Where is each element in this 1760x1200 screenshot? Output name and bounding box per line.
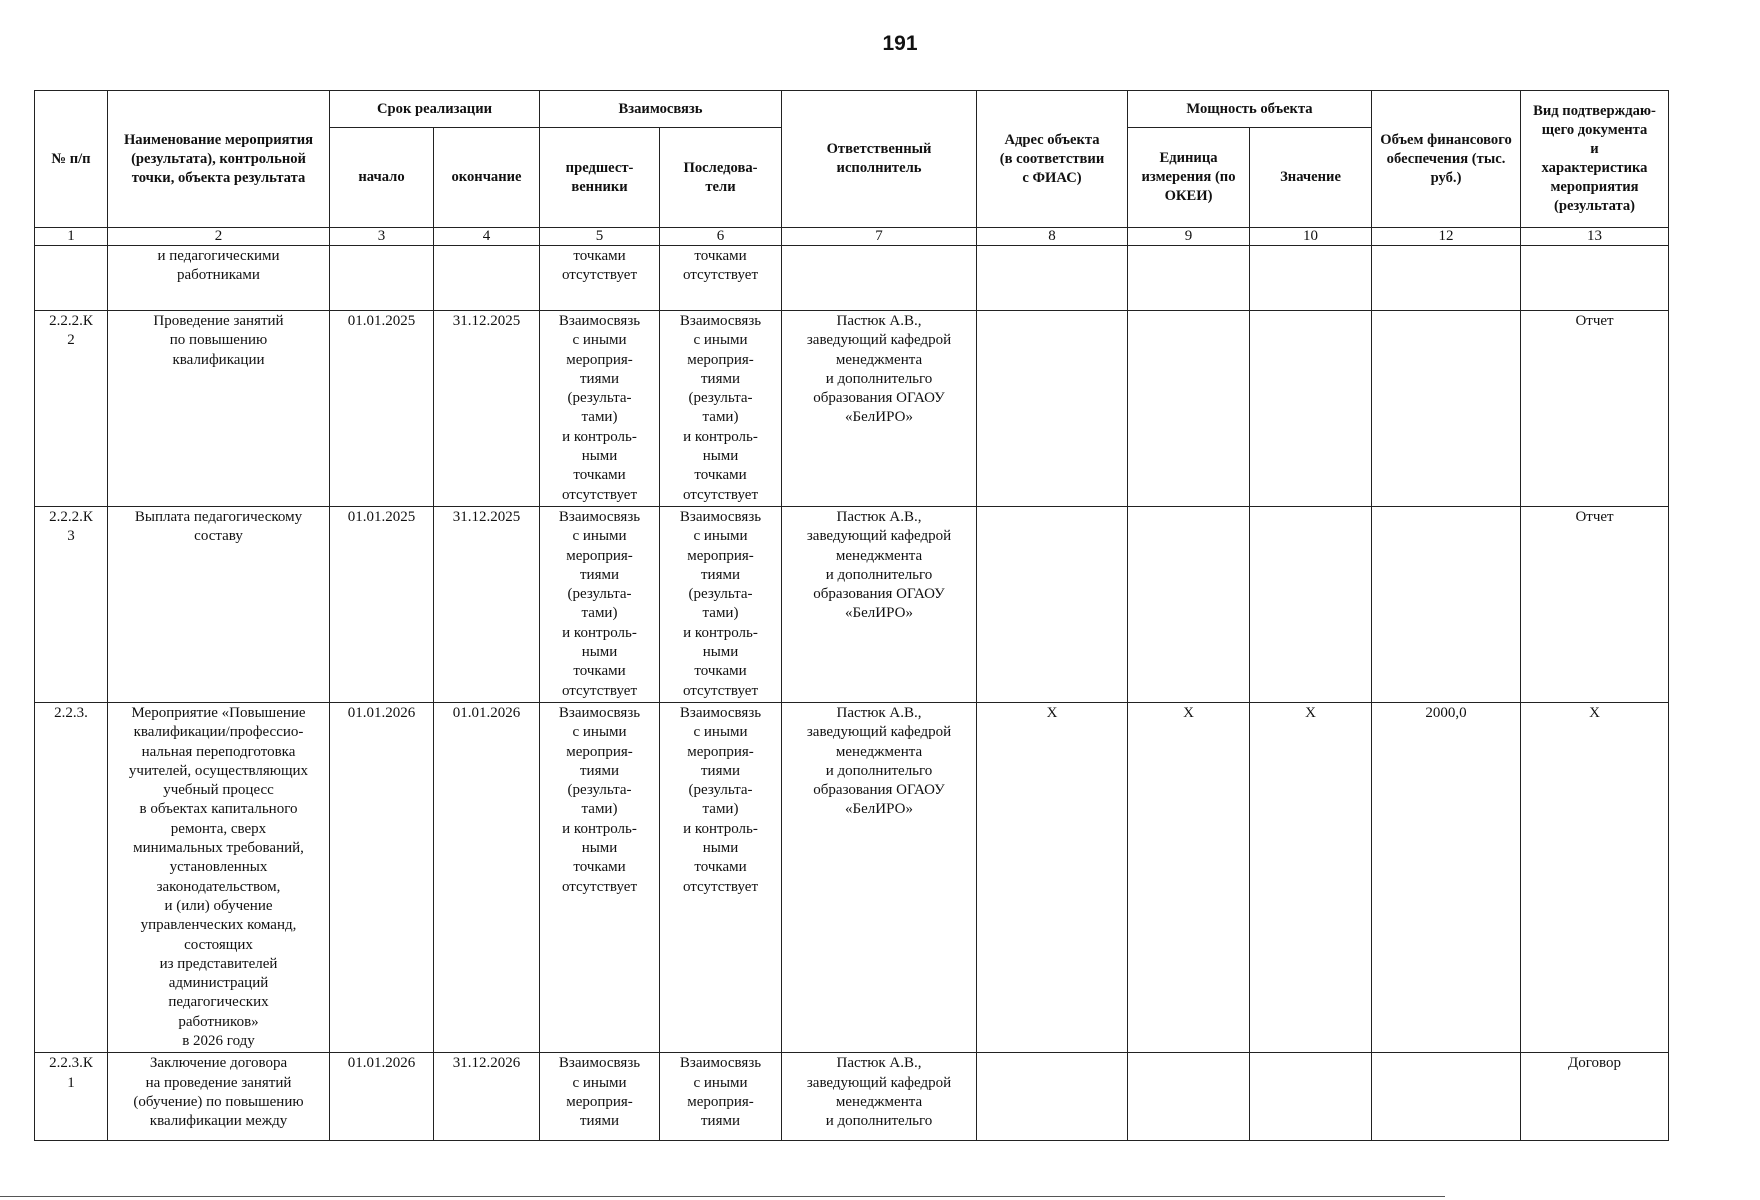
- row-name: Выплата педагогическому составу: [108, 506, 330, 702]
- row-doc: Отчет: [1521, 506, 1669, 702]
- row-executor: Пастюк А.В., заведующий кафедрой менеджмента и дополнительго образования ОГАОУ «БелИРО»: [782, 702, 977, 1052]
- header-executor: Ответственный исполнитель: [782, 91, 977, 228]
- header-capacity: Мощность объекта: [1128, 91, 1372, 128]
- row-address: [977, 246, 1128, 311]
- row-successors: Взаимосвязь с иными мероприя- тиями (результа- тами) и контроль- ными точками отсутствует: [660, 506, 782, 702]
- row-executor: Пастюк А.В., заведующий кафедрой менеджмента и дополнительго образования ОГАОУ «БелИРО»: [782, 506, 977, 702]
- row-value: [1250, 1053, 1372, 1141]
- row-end: 31.12.2026: [434, 1053, 540, 1141]
- row-finance: 2000,0: [1372, 702, 1521, 1052]
- row-finance: [1372, 506, 1521, 702]
- header-successors: Последова- тели: [660, 128, 782, 228]
- row-address: [977, 1053, 1128, 1141]
- row-unit: [1128, 311, 1250, 507]
- plan-table: [34, 90, 1669, 1141]
- row-doc: [1521, 246, 1669, 311]
- header-term: Срок реализации: [330, 91, 540, 128]
- column-number: 3: [330, 228, 434, 246]
- row-start: 01.01.2025: [330, 506, 434, 702]
- row-value: [1250, 311, 1372, 507]
- table-row: [35, 1053, 1669, 1141]
- row-num: 2.2.2.К 2: [35, 311, 108, 507]
- header-relation: Взаимосвязь: [540, 91, 782, 128]
- row-end: 31.12.2025: [434, 311, 540, 507]
- row-unit: [1128, 246, 1250, 311]
- row-doc: Х: [1521, 702, 1669, 1052]
- column-number: 1: [35, 228, 108, 246]
- header-start: начало: [330, 128, 434, 228]
- row-num: 2.2.3.К 1: [35, 1053, 108, 1141]
- row-start: [330, 246, 434, 311]
- row-predecessors: Взаимосвязь с иными мероприя- тиями (результа- тами) и контроль- ными точками отсутствует: [540, 311, 660, 507]
- table-row: [35, 246, 1669, 311]
- row-end: 31.12.2025: [434, 506, 540, 702]
- row-address: [977, 311, 1128, 507]
- row-finance: [1372, 1053, 1521, 1141]
- row-successors: точками отсутствует: [660, 246, 782, 311]
- row-num: [35, 246, 108, 311]
- row-value: [1250, 506, 1372, 702]
- row-name: Мероприятие «Повышение квалификации/профессио- нальная переподготовка учителей, осуществляющих учебный процесс в объектах капитального ремонта, сверх минимальных требований, установленных законодательством, и (или) обучение управленческих команд, состоящих из представителей администраций педагогических работников» в 2026 году: [108, 702, 330, 1052]
- table-row: [35, 506, 1669, 702]
- row-successors: Взаимосвязь с иными мероприя- тиями (результа- тами) и контроль- ными точками отсутствует: [660, 702, 782, 1052]
- column-number-row: [35, 228, 1669, 246]
- row-doc: Договор: [1521, 1053, 1669, 1141]
- column-number: 4: [434, 228, 540, 246]
- column-number: 7: [782, 228, 977, 246]
- row-executor: Пастюк А.В., заведующий кафедрой менеджмента и дополнительго: [782, 1053, 977, 1141]
- row-address: [977, 506, 1128, 702]
- column-number: 12: [1372, 228, 1521, 246]
- column-number: 8: [977, 228, 1128, 246]
- row-finance: [1372, 311, 1521, 507]
- header-name: Наименование мероприятия (результата), контрольной точки, объекта результата: [108, 91, 330, 228]
- page-number: 191: [882, 32, 918, 55]
- row-name: Проведение занятий по повышению квалификации: [108, 311, 330, 507]
- column-number: 10: [1250, 228, 1372, 246]
- column-number: 2: [108, 228, 330, 246]
- row-finance: [1372, 246, 1521, 311]
- row-predecessors: точками отсутствует: [540, 246, 660, 311]
- row-successors: Взаимосвязь с иными мероприя- тиями: [660, 1053, 782, 1141]
- row-unit: [1128, 1053, 1250, 1141]
- row-predecessors: Взаимосвязь с иными мероприя- тиями: [540, 1053, 660, 1141]
- header-doc-type: Вид подтверждаю- щего документа и характеристика мероприятия (результата): [1521, 91, 1669, 228]
- column-number: 9: [1128, 228, 1250, 246]
- row-value: [1250, 246, 1372, 311]
- header-finance: Объем финансового обеспечения (тыс. руб.): [1372, 91, 1521, 228]
- row-doc: Отчет: [1521, 311, 1669, 507]
- row-unit: Х: [1128, 702, 1250, 1052]
- bottom-rule: [0, 1196, 1445, 1197]
- row-end: 01.01.2026: [434, 702, 540, 1052]
- row-end: [434, 246, 540, 311]
- row-predecessors: Взаимосвязь с иными мероприя- тиями (результа- тами) и контроль- ными точками отсутствует: [540, 506, 660, 702]
- row-successors: Взаимосвязь с иными мероприя- тиями (результа- тами) и контроль- ными точками отсутствует: [660, 311, 782, 507]
- row-address: Х: [977, 702, 1128, 1052]
- row-unit: [1128, 506, 1250, 702]
- row-executor: Пастюк А.В., заведующий кафедрой менеджмента и дополнительго образования ОГАОУ «БелИРО»: [782, 311, 977, 507]
- row-start: 01.01.2025: [330, 311, 434, 507]
- row-executor: [782, 246, 977, 311]
- row-predecessors: Взаимосвязь с иными мероприя- тиями (результа- тами) и контроль- ными точками отсутствует: [540, 702, 660, 1052]
- table-row: [35, 702, 1669, 1052]
- row-value: Х: [1250, 702, 1372, 1052]
- column-number: 5: [540, 228, 660, 246]
- row-name: Заключение договора на проведение занятий (обучение) по повышению квалификации между: [108, 1053, 330, 1141]
- header-num: № п/п: [35, 91, 108, 228]
- header-unit: Единица измерения (по ОКЕИ): [1128, 128, 1250, 228]
- header-predecessors: предшест- венники: [540, 128, 660, 228]
- header-value: Значение: [1250, 128, 1372, 228]
- row-num: 2.2.2.К 3: [35, 506, 108, 702]
- column-number: 13: [1521, 228, 1669, 246]
- row-num: 2.2.3.: [35, 702, 108, 1052]
- header-address: Адрес объекта (в соответствии с ФИАС): [977, 91, 1128, 228]
- table-row: [35, 311, 1669, 507]
- header-end: окончание: [434, 128, 540, 228]
- row-start: 01.01.2026: [330, 702, 434, 1052]
- row-start: 01.01.2026: [330, 1053, 434, 1141]
- column-number: 6: [660, 228, 782, 246]
- row-name: и педагогическими работниками: [108, 246, 330, 311]
